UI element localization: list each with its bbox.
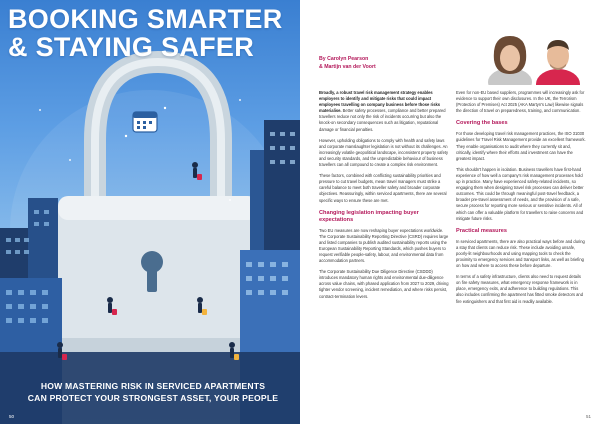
author-photo-pearson [488, 36, 532, 85]
headline-line-1: BOOKING SMARTER [8, 4, 283, 34]
body-paragraph: For those developing travel risk management practices, the ISO 31030 guidelines for Travel Risk Management provide an excellent framework. They enable organisations to audit where they currently sit and, critically, identify where their efforts and investment can have the greatest impact. [456, 131, 586, 161]
headline [8, 5, 298, 61]
column-right [456, 90, 586, 310]
headline-line-2: & STAYING SAFER [8, 32, 255, 62]
keyhole-slot [147, 266, 157, 292]
body-paragraph: This shouldn't happen in isolation. Business travellers have first-hand experience of how well a company's risk management processes hold up in practice. Many have experienced safety-related incidents, so engaging them when designing travel risk processes can deliver better outcomes. This could be through meaningful post-travel feedback, a broader pre-travel assessment of needs, and the provision of a safe, secure process for reporting more serious or sensitive incidents. All of which can offer a valuable platform for travellers to raise concerns and mitigate future risks. [456, 166, 584, 221]
body-paragraph: In serviced apartments, there are also practical ways before and during a stay that clients can reduce risk. These include avoiding unsafe, poorly-lit neighbourhoods and using mapping tools to check the proximity to emergency services and transport links, as well as briefing on how and where to access these before departure. [456, 238, 585, 269]
padlock-top-band [58, 196, 258, 220]
body-paragraph: In terms of a safety infrastructure, clients also need to request details on fire safety measures, what emergency response framework is in place, emergency exits, and adherence to building regulations. This also includes confirming the apartment has fitted smoke detectors and fire extinguishers and that first aid is readily available. [456, 274, 583, 304]
calendar-header [133, 112, 157, 118]
byline [319, 55, 376, 71]
column-left [319, 90, 449, 305]
lead-text: Broadly, a robust travel risk management strategy enables employers to identify and mitigate risks that could impact employees travelling on company business before those risks materialise. [319, 90, 441, 114]
page-number-right: 51 [585, 414, 591, 419]
author-photos [478, 30, 588, 85]
subheadline-line-2: CAN PROTECT YOUR STRONGEST ASSET, YOUR PEOPLE [27, 393, 279, 403]
byline-line-1: By Carolyn Pearson [319, 56, 369, 62]
section-heading-covering: Covering the bases [456, 120, 508, 127]
byline-line-2: & Martijn van der Voort [319, 64, 376, 70]
body-paragraph: These factors, combined with conflicting sustainability priorities and pressure to cut travel budgets, mean travel managers must strike a careful balance to meet both traveller safety and broader corporate objectives. Reassuringly, within serviced apartments, there are several specific ways to ensure these are met. [319, 173, 447, 203]
body-paragraph: Even for non-EU based suppliers, programmes will increasingly ask for evidence to support their own disclosures. In the UK, the Terrorism (Protection of Premises) Act 2025 (AKA Martyn's Law) likewise signals the direction of travel on preparedness, training, and communication. [456, 90, 585, 114]
subheadline [8, 380, 298, 404]
body-paragraph: However, upholding obligations to comply with health and safety laws and corporate manslaughter legislation is not without its challenges. An increasingly volatile geopolitical landscape, inconsistent property safety and security standards, and the unpredictable behaviour of business travellers can all compound to create a complex risk environment. [319, 137, 449, 168]
right-page [300, 0, 600, 424]
body-paragraph: The Corporate Sustainability Due Diligence Directive (CSDDD) introduces mandatory human rights and environmental due-diligence across value chains, with phased application from 2027 to 2029, driving tighter vendor screening, incident remediation, and where risks persist, contract-termination levers. [319, 269, 449, 299]
subheadline-line-1: HOW MASTERING RISK IN SERVICED APARTMENTS [40, 381, 266, 391]
body-paragraph: Two EU measures are now reshaping buyer expectations worldwide. The Corporate Sustainability Reporting Directive (CSRD) requires large and listed companies to publish audited sustainability reports using the European Sustainability Reporting Standards, which pushes buyers to request verifiable people-safety, labour, and environmental data from accommodation partners. [319, 227, 449, 264]
lead-paragraph [319, 90, 449, 133]
lead-rest: Better safety processes, compliance and better prepared travellers reduce not only the risk of incidents occurring but also the knock-on secondary consequences such as litigation, reputational damage or financial penalties. [319, 108, 446, 132]
section-heading-legislation: Changing legislation impacting buyer expectations [319, 209, 419, 223]
author-photo-van-der-voort [536, 40, 580, 85]
page-number-left: 50 [9, 414, 15, 419]
section-heading-practical: Practical measures [456, 227, 507, 234]
